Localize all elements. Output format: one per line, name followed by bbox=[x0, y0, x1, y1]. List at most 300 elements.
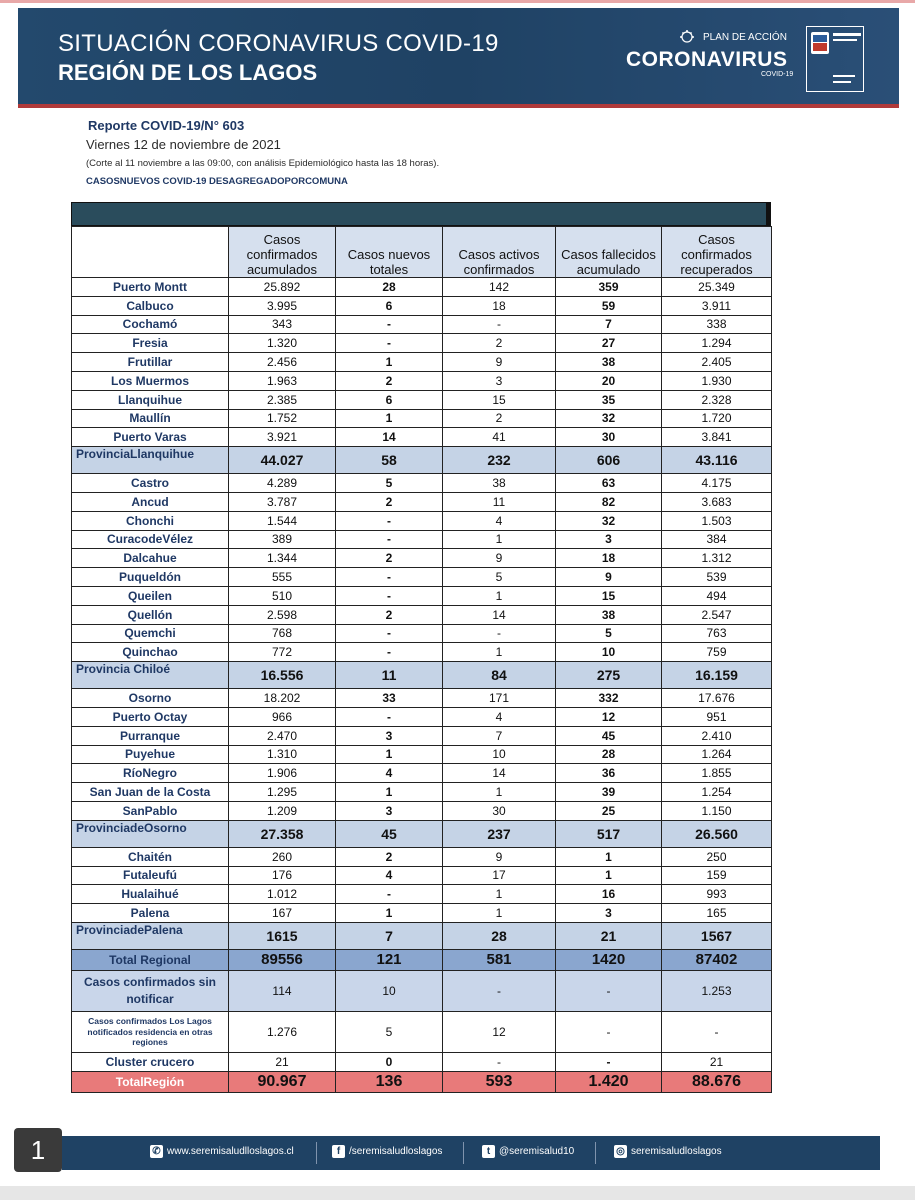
row-label: Dalcahue bbox=[72, 549, 229, 568]
cell-value: 3.911 bbox=[662, 296, 772, 315]
cell-value: 159 bbox=[662, 866, 772, 885]
cell-value: 30 bbox=[443, 801, 556, 820]
cell-value: 165 bbox=[662, 904, 772, 923]
cell-value: - bbox=[443, 315, 556, 334]
cell-value: 3.841 bbox=[662, 428, 772, 447]
cell-value: 593 bbox=[443, 1071, 556, 1092]
cell-value: 142 bbox=[443, 278, 556, 297]
cell-value: - bbox=[336, 707, 443, 726]
cell-value: 18 bbox=[443, 296, 556, 315]
cell-value: 10 bbox=[443, 745, 556, 764]
cell-value: 1.312 bbox=[662, 549, 772, 568]
header-blank bbox=[72, 227, 229, 278]
cell-value: 14 bbox=[443, 764, 556, 783]
cell-value: 1 bbox=[443, 586, 556, 605]
row-label: Puerto Varas bbox=[72, 428, 229, 447]
cell-value: 606 bbox=[556, 447, 662, 474]
row-label: Hualaihué bbox=[72, 885, 229, 904]
table-row bbox=[72, 1071, 772, 1092]
facebook-icon: f bbox=[332, 1145, 345, 1158]
cell-value: 1 bbox=[336, 904, 443, 923]
cell-value: 9 bbox=[443, 353, 556, 372]
cell-value: 4 bbox=[336, 866, 443, 885]
cell-value: 763 bbox=[662, 624, 772, 643]
report-subtitle: CASOSNUEVOS COVID-19 DESAGREGADOPORCOMUNA bbox=[86, 176, 348, 187]
table-row bbox=[72, 662, 772, 689]
cell-value: 27 bbox=[556, 334, 662, 353]
cell-value: 966 bbox=[229, 707, 336, 726]
table-row bbox=[72, 820, 772, 847]
cell-value: - bbox=[443, 1052, 556, 1071]
cell-value: 1 bbox=[336, 745, 443, 764]
cell-value: 237 bbox=[443, 820, 556, 847]
cell-value: 250 bbox=[662, 847, 772, 866]
cell-value: 26.560 bbox=[662, 820, 772, 847]
chile-shield-icon bbox=[811, 32, 829, 54]
cell-value: 167 bbox=[229, 904, 336, 923]
cell-value: 41 bbox=[443, 428, 556, 447]
cell-value: 89556 bbox=[229, 949, 336, 970]
cell-value: 30 bbox=[556, 428, 662, 447]
instagram-icon: ◎ bbox=[614, 1145, 627, 1158]
table-row bbox=[72, 353, 772, 372]
cell-value: 2.598 bbox=[229, 605, 336, 624]
table-top-bar bbox=[71, 202, 771, 226]
table-row bbox=[72, 428, 772, 447]
cell-value: - bbox=[662, 1011, 772, 1052]
cell-value: 43.116 bbox=[662, 447, 772, 474]
cell-value: 12 bbox=[556, 707, 662, 726]
row-label: SanPablo bbox=[72, 801, 229, 820]
cell-value: 1.752 bbox=[229, 409, 336, 428]
cell-value: 21 bbox=[556, 922, 662, 949]
cell-value: 21 bbox=[662, 1052, 772, 1071]
globe-icon: ✆ bbox=[150, 1145, 163, 1158]
row-label: Futaleufú bbox=[72, 866, 229, 885]
table-row bbox=[72, 726, 772, 745]
table-row bbox=[72, 492, 772, 511]
cell-value: 7 bbox=[556, 315, 662, 334]
row-label: ProvinciadePalena bbox=[72, 922, 229, 949]
seremi-logo bbox=[806, 26, 864, 92]
row-label: Ancud bbox=[72, 492, 229, 511]
row-label: CuracodeVélez bbox=[72, 530, 229, 549]
cell-value: 1.294 bbox=[662, 334, 772, 353]
cell-value: 58 bbox=[336, 447, 443, 474]
cell-value: 1567 bbox=[662, 922, 772, 949]
cell-value: 232 bbox=[443, 447, 556, 474]
cell-value: 359 bbox=[556, 278, 662, 297]
cell-value: 1 bbox=[443, 904, 556, 923]
cell-value: 15 bbox=[443, 390, 556, 409]
row-label: Quellón bbox=[72, 605, 229, 624]
cell-value: 510 bbox=[229, 586, 336, 605]
header-title-line1: SITUACIÓN CORONAVIRUS COVID-19 bbox=[58, 30, 499, 57]
header-fallecidos: Casos fallecidos acumulado bbox=[556, 227, 662, 278]
cell-value: 384 bbox=[662, 530, 772, 549]
cell-value: 45 bbox=[556, 726, 662, 745]
cell-value: 1615 bbox=[229, 922, 336, 949]
table-row bbox=[72, 949, 772, 970]
footer-instagram-text: seremisaludloslagos bbox=[631, 1146, 722, 1158]
cell-value: 38 bbox=[556, 605, 662, 624]
cell-value: 1420 bbox=[556, 949, 662, 970]
cell-value: 951 bbox=[662, 707, 772, 726]
table-row bbox=[72, 885, 772, 904]
cell-value: 6 bbox=[336, 296, 443, 315]
cell-value: 1.254 bbox=[662, 783, 772, 802]
cell-value: 16 bbox=[556, 885, 662, 904]
row-label: RíoNegro bbox=[72, 764, 229, 783]
footer-divider bbox=[463, 1142, 464, 1164]
footer-twitter-text: @seremisalud10 bbox=[499, 1146, 575, 1158]
cell-value: - bbox=[556, 1052, 662, 1071]
cell-value: 87402 bbox=[662, 949, 772, 970]
cell-value: 3 bbox=[336, 801, 443, 820]
row-label: Puqueldón bbox=[72, 568, 229, 587]
cases-table bbox=[71, 226, 772, 1093]
row-label: Osorno bbox=[72, 689, 229, 708]
cell-value: 82 bbox=[556, 492, 662, 511]
table-row bbox=[72, 922, 772, 949]
cell-value: 5 bbox=[443, 568, 556, 587]
cell-value: 9 bbox=[443, 549, 556, 568]
cell-value: 1.720 bbox=[662, 409, 772, 428]
cell-value: 338 bbox=[662, 315, 772, 334]
table-row bbox=[72, 390, 772, 409]
cell-value: 176 bbox=[229, 866, 336, 885]
cell-value: 84 bbox=[443, 662, 556, 689]
footer-website[interactable] bbox=[150, 1145, 294, 1158]
table-row bbox=[72, 409, 772, 428]
cell-value: 581 bbox=[443, 949, 556, 970]
cell-value: - bbox=[556, 970, 662, 1011]
report-date: Viernes 12 de noviembre de 2021 bbox=[86, 137, 281, 152]
cases-table-wrapper bbox=[71, 202, 771, 1093]
cell-value: 4 bbox=[336, 764, 443, 783]
cell-value: 39 bbox=[556, 783, 662, 802]
cell-value: 10 bbox=[336, 970, 443, 1011]
top-accent-line bbox=[0, 0, 915, 3]
table-row bbox=[72, 447, 772, 474]
table-row bbox=[72, 511, 772, 530]
cell-value: 1 bbox=[556, 847, 662, 866]
cell-value: - bbox=[336, 568, 443, 587]
cell-value: 6 bbox=[336, 390, 443, 409]
cell-value: 1.320 bbox=[229, 334, 336, 353]
cell-value: 3 bbox=[443, 371, 556, 390]
cell-value: 275 bbox=[556, 662, 662, 689]
cell-value: - bbox=[443, 624, 556, 643]
table-row bbox=[72, 334, 772, 353]
cell-value: 1.420 bbox=[556, 1071, 662, 1092]
cell-value: 1 bbox=[443, 783, 556, 802]
cell-value: 2 bbox=[336, 492, 443, 511]
twitter-icon: t bbox=[482, 1145, 495, 1158]
cell-value: 260 bbox=[229, 847, 336, 866]
row-label: ProvinciaLlanquihue bbox=[72, 447, 229, 474]
cell-value: 1.503 bbox=[662, 511, 772, 530]
cell-value: 1.344 bbox=[229, 549, 336, 568]
cell-value: 2.405 bbox=[662, 353, 772, 372]
cell-value: 63 bbox=[556, 474, 662, 493]
table-row bbox=[72, 549, 772, 568]
row-label: Total Regional bbox=[72, 949, 229, 970]
cell-value: 4.175 bbox=[662, 474, 772, 493]
row-label: Casos confirmados Los Lagos notificados residencia en otras regiones bbox=[72, 1011, 229, 1052]
cell-value: 2.456 bbox=[229, 353, 336, 372]
cell-value: 1 bbox=[443, 643, 556, 662]
virus-logo-icon bbox=[676, 29, 698, 43]
cell-value: 517 bbox=[556, 820, 662, 847]
cell-value: 5 bbox=[336, 474, 443, 493]
cell-value: 10 bbox=[556, 643, 662, 662]
header-activos: Casos activos confirmados bbox=[443, 227, 556, 278]
cell-value: 114 bbox=[229, 970, 336, 1011]
table-row bbox=[72, 866, 772, 885]
table-row bbox=[72, 605, 772, 624]
cell-value: 20 bbox=[556, 371, 662, 390]
cell-value: 768 bbox=[229, 624, 336, 643]
cell-value: 2.470 bbox=[229, 726, 336, 745]
row-label: San Juan de la Costa bbox=[72, 783, 229, 802]
cell-value: 1 bbox=[336, 783, 443, 802]
row-label: Provincia Chiloé bbox=[72, 662, 229, 689]
row-label: Chaitén bbox=[72, 847, 229, 866]
cell-value: 3.683 bbox=[662, 492, 772, 511]
bottom-bar bbox=[0, 1186, 915, 1200]
cell-value: 555 bbox=[229, 568, 336, 587]
cell-value: 38 bbox=[556, 353, 662, 372]
cell-value: 59 bbox=[556, 296, 662, 315]
cell-value: 3.921 bbox=[229, 428, 336, 447]
cell-value: 35 bbox=[556, 390, 662, 409]
cell-value: 1.264 bbox=[662, 745, 772, 764]
row-label: Chonchi bbox=[72, 511, 229, 530]
cell-value: 27.358 bbox=[229, 820, 336, 847]
cell-value: 17.676 bbox=[662, 689, 772, 708]
cell-value: 2 bbox=[336, 605, 443, 624]
cell-value: 3.995 bbox=[229, 296, 336, 315]
cell-value: 1.310 bbox=[229, 745, 336, 764]
row-label: Fresia bbox=[72, 334, 229, 353]
table-row bbox=[72, 643, 772, 662]
cell-value: 1.012 bbox=[229, 885, 336, 904]
header-title-line2: REGIÓN DE LOS LAGOS bbox=[58, 60, 318, 85]
cell-value: 3.787 bbox=[229, 492, 336, 511]
cell-value: 2.328 bbox=[662, 390, 772, 409]
cell-value: 18 bbox=[556, 549, 662, 568]
cell-value: 1.276 bbox=[229, 1011, 336, 1052]
footer-twitter[interactable] bbox=[482, 1145, 574, 1158]
cell-value: 4 bbox=[443, 511, 556, 530]
cell-value: 3 bbox=[556, 904, 662, 923]
table-row bbox=[72, 745, 772, 764]
cell-value: - bbox=[336, 586, 443, 605]
cell-value: 4.289 bbox=[229, 474, 336, 493]
cell-value: 32 bbox=[556, 511, 662, 530]
cell-value: 539 bbox=[662, 568, 772, 587]
cell-value: - bbox=[336, 624, 443, 643]
cell-value: 2 bbox=[443, 334, 556, 353]
cell-value: 5 bbox=[556, 624, 662, 643]
cell-value: 121 bbox=[336, 949, 443, 970]
cell-value: 38 bbox=[443, 474, 556, 493]
cell-value: 2 bbox=[336, 549, 443, 568]
table-row bbox=[72, 689, 772, 708]
cell-value: 759 bbox=[662, 643, 772, 662]
table-header-row bbox=[72, 227, 772, 278]
cell-value: 2 bbox=[443, 409, 556, 428]
cell-value: 1.295 bbox=[229, 783, 336, 802]
row-label: Calbuco bbox=[72, 296, 229, 315]
cell-value: 11 bbox=[443, 492, 556, 511]
coronavirus-brand: CORONAVIRUS bbox=[626, 48, 788, 71]
cell-value: 25.349 bbox=[662, 278, 772, 297]
cell-value: 171 bbox=[443, 689, 556, 708]
table-row bbox=[72, 568, 772, 587]
table-row bbox=[72, 801, 772, 820]
cell-value: 2.410 bbox=[662, 726, 772, 745]
cell-value: 16.556 bbox=[229, 662, 336, 689]
row-label: Quemchi bbox=[72, 624, 229, 643]
table-row bbox=[72, 296, 772, 315]
row-label: Cochamó bbox=[72, 315, 229, 334]
cell-value: 1 bbox=[336, 409, 443, 428]
cell-value: 494 bbox=[662, 586, 772, 605]
footer-facebook-text: /seremisaludloslagos bbox=[349, 1146, 443, 1158]
cell-value: 7 bbox=[336, 922, 443, 949]
row-label: Queilen bbox=[72, 586, 229, 605]
cell-value: - bbox=[336, 643, 443, 662]
row-label: Llanquihue bbox=[72, 390, 229, 409]
cell-value: 389 bbox=[229, 530, 336, 549]
row-label: Puerto Octay bbox=[72, 707, 229, 726]
table-row bbox=[72, 530, 772, 549]
report-title: Reporte COVID-19/N° 603 bbox=[88, 118, 245, 133]
report-cutoff: (Corte al 11 noviembre a las 09:00, con análisis Epidemiológico hasta las 18 horas). bbox=[86, 158, 440, 169]
cell-value: 9 bbox=[443, 847, 556, 866]
cell-value: 136 bbox=[336, 1071, 443, 1092]
cell-value: 332 bbox=[556, 689, 662, 708]
cell-value: 993 bbox=[662, 885, 772, 904]
plan-accion-label: PLAN DE ACCIÓN bbox=[703, 32, 787, 43]
table-row bbox=[72, 278, 772, 297]
cell-value: 11 bbox=[336, 662, 443, 689]
cell-value: 1 bbox=[556, 866, 662, 885]
cell-value: 1.150 bbox=[662, 801, 772, 820]
cell-value: 3 bbox=[556, 530, 662, 549]
row-label: Quinchao bbox=[72, 643, 229, 662]
page-number: 1 bbox=[14, 1128, 62, 1172]
cell-value: 2.547 bbox=[662, 605, 772, 624]
row-label: Purranque bbox=[72, 726, 229, 745]
table-row bbox=[72, 707, 772, 726]
cell-value: 1 bbox=[336, 353, 443, 372]
row-label: Los Muermos bbox=[72, 371, 229, 390]
row-label: ProvinciadeOsorno bbox=[72, 820, 229, 847]
cell-value: 90.967 bbox=[229, 1071, 336, 1092]
cell-value: - bbox=[336, 530, 443, 549]
cell-value: 1.930 bbox=[662, 371, 772, 390]
table-row bbox=[72, 904, 772, 923]
cell-value: 25 bbox=[556, 801, 662, 820]
cell-value: - bbox=[336, 885, 443, 904]
cell-value: 18.202 bbox=[229, 689, 336, 708]
cell-value: 33 bbox=[336, 689, 443, 708]
cell-value: - bbox=[336, 511, 443, 530]
table-row bbox=[72, 1052, 772, 1071]
cell-value: 15 bbox=[556, 586, 662, 605]
header-banner bbox=[18, 8, 899, 104]
cell-value: 1.253 bbox=[662, 970, 772, 1011]
table-row bbox=[72, 474, 772, 493]
cell-value: - bbox=[336, 315, 443, 334]
cell-value: 9 bbox=[556, 568, 662, 587]
row-label: Puyehue bbox=[72, 745, 229, 764]
footer-divider bbox=[595, 1142, 596, 1164]
header-confirmados: Casos confirmados acumulados bbox=[229, 227, 336, 278]
header-nuevos: Casos nuevos totales bbox=[336, 227, 443, 278]
table-row bbox=[72, 586, 772, 605]
cell-value: 772 bbox=[229, 643, 336, 662]
banner-red-stripe bbox=[18, 104, 899, 108]
row-label: TotalRegión bbox=[72, 1071, 229, 1092]
cell-value: 88.676 bbox=[662, 1071, 772, 1092]
footer-facebook[interactable] bbox=[332, 1145, 442, 1158]
cell-value: 28 bbox=[336, 278, 443, 297]
cell-value: 1 bbox=[443, 885, 556, 904]
cell-value: 1.963 bbox=[229, 371, 336, 390]
row-label: Palena bbox=[72, 904, 229, 923]
table-row bbox=[72, 371, 772, 390]
row-label: Puerto Montt bbox=[72, 278, 229, 297]
cell-value: 21 bbox=[229, 1052, 336, 1071]
table-row bbox=[72, 764, 772, 783]
cell-value: 2 bbox=[336, 847, 443, 866]
row-label: Cluster crucero bbox=[72, 1052, 229, 1071]
cell-value: 28 bbox=[443, 922, 556, 949]
cell-value: 4 bbox=[443, 707, 556, 726]
cell-value: 2 bbox=[336, 371, 443, 390]
cell-value: - bbox=[443, 970, 556, 1011]
header-recuperados: Casos confirmados recuperados bbox=[662, 227, 772, 278]
covid-brand-sub: COVID-19 bbox=[761, 71, 794, 78]
cell-value: - bbox=[556, 1011, 662, 1052]
row-label: Frutillar bbox=[72, 353, 229, 372]
cell-value: 1.906 bbox=[229, 764, 336, 783]
table-row bbox=[72, 847, 772, 866]
footer-instagram[interactable] bbox=[614, 1145, 722, 1158]
row-label: Casos confirmados sin notificar bbox=[72, 970, 229, 1011]
cell-value: 1.209 bbox=[229, 801, 336, 820]
cell-value: 0 bbox=[336, 1052, 443, 1071]
cell-value: 17 bbox=[443, 866, 556, 885]
table-row bbox=[72, 315, 772, 334]
table-row bbox=[72, 783, 772, 802]
footer-bar bbox=[62, 1136, 880, 1170]
cell-value: 45 bbox=[336, 820, 443, 847]
cell-value: 25.892 bbox=[229, 278, 336, 297]
cell-value: 36 bbox=[556, 764, 662, 783]
table-body bbox=[72, 278, 772, 1093]
cell-value: - bbox=[336, 334, 443, 353]
footer-divider bbox=[316, 1142, 317, 1164]
cell-value: 1.855 bbox=[662, 764, 772, 783]
cell-value: 32 bbox=[556, 409, 662, 428]
cell-value: 28 bbox=[556, 745, 662, 764]
cell-value: 14 bbox=[336, 428, 443, 447]
